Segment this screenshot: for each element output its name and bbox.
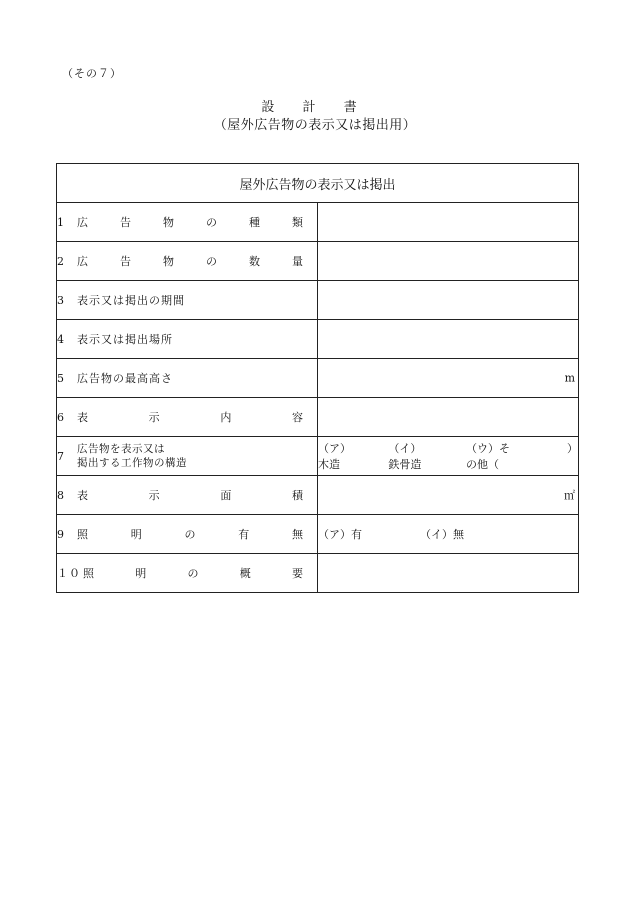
option-other[interactable]: （ウ）その他（ ） xyxy=(466,442,578,471)
document-subtitle: （屋外広告物の表示又は掲出用） xyxy=(213,118,417,133)
row-label xyxy=(57,359,318,398)
option-lighting-no[interactable]: （イ）無 xyxy=(420,528,464,541)
row-number: 1 xyxy=(57,215,64,229)
row-label xyxy=(57,476,318,515)
table-row xyxy=(57,281,579,320)
row-label-text: 広告物を表示又は 掲出する工作物の構造 xyxy=(77,443,187,469)
row-number: 3 xyxy=(57,293,64,307)
row-label xyxy=(57,437,318,476)
row-label xyxy=(57,554,318,593)
option-steel[interactable]: （イ）鉄骨造 xyxy=(388,442,422,471)
display-period-field[interactable] xyxy=(318,281,579,320)
row-label xyxy=(57,398,318,437)
row-number: 6 xyxy=(57,410,64,424)
table-row xyxy=(57,398,579,437)
row-number: １０ xyxy=(57,567,81,580)
table-row xyxy=(57,554,579,593)
sign-type-field[interactable] xyxy=(318,203,579,242)
sign-quantity-field[interactable] xyxy=(318,242,579,281)
row-label-text: 表示又は掲出場所 xyxy=(77,333,173,346)
row-label xyxy=(57,320,318,359)
row-label xyxy=(57,281,318,320)
row-label-text: 表 示 面 積 xyxy=(77,489,303,502)
row-label-text: 照 明 の 有 無 xyxy=(77,528,303,541)
row-label xyxy=(57,515,318,554)
row-label-text: 表 示 内 容 xyxy=(77,411,303,424)
display-content-field[interactable] xyxy=(318,398,579,437)
row-label-text: 広 告 物 の 数 量 xyxy=(77,255,303,268)
unit-meter: m xyxy=(564,371,575,385)
design-form-table xyxy=(56,163,579,593)
row-label xyxy=(57,242,318,281)
table-header-row xyxy=(57,164,579,203)
row-number: 4 xyxy=(57,332,64,346)
row-number: 7 xyxy=(57,449,64,463)
row-number: 2 xyxy=(57,254,64,268)
row-label-text: 照 明 の 概 要 xyxy=(83,567,303,580)
table-row xyxy=(57,359,579,398)
row-number: 8 xyxy=(57,488,64,502)
document-title: 設 計 書 xyxy=(261,100,369,115)
option-lighting-yes[interactable]: （ア）有 xyxy=(318,528,362,541)
table-row xyxy=(57,320,579,359)
table-header: 屋外広告物の表示又は掲出 xyxy=(57,164,579,203)
table-row xyxy=(57,476,579,515)
table-row xyxy=(57,515,579,554)
row-label-text: 広 告 物 の 種 類 xyxy=(77,216,303,229)
row-label xyxy=(57,203,318,242)
row-number: 5 xyxy=(57,371,64,385)
row-label-text: 広告物の最高高さ xyxy=(77,372,173,385)
table-row xyxy=(57,437,579,476)
page-note: （その７） xyxy=(62,67,122,80)
unit-square-meter: ㎡ xyxy=(564,489,575,502)
lighting-options xyxy=(318,515,579,554)
display-location-field[interactable] xyxy=(318,320,579,359)
option-wood[interactable]: （ア）木造 xyxy=(318,442,351,471)
table-row xyxy=(57,203,579,242)
display-area-field[interactable] xyxy=(318,476,579,515)
row-number: 9 xyxy=(57,527,64,541)
lighting-summary-field[interactable] xyxy=(318,554,579,593)
row-label-text: 表示又は掲出の期間 xyxy=(77,294,185,307)
max-height-field[interactable] xyxy=(318,359,579,398)
structure-options xyxy=(318,437,579,476)
table-row xyxy=(57,242,579,281)
